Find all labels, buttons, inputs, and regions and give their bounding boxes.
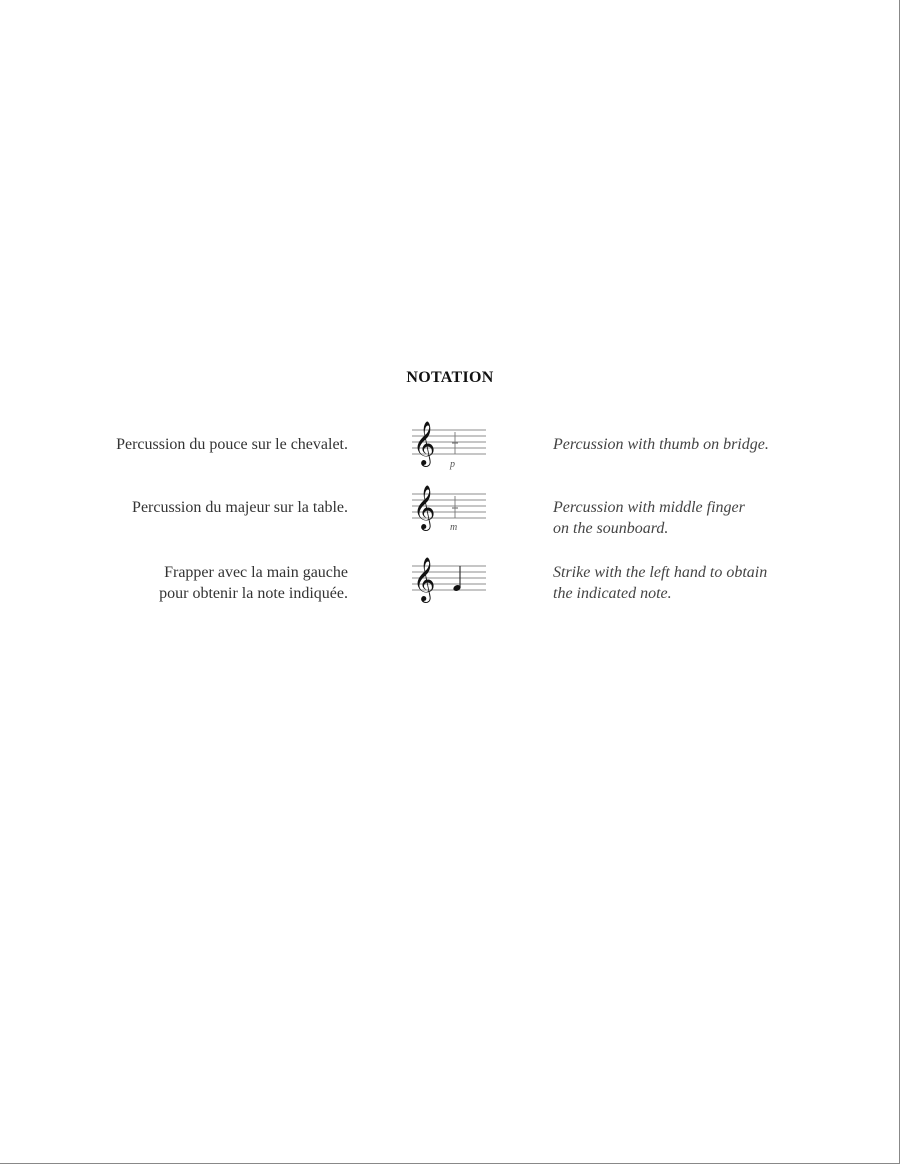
staff-symbol-thumb xyxy=(410,420,490,476)
english-line: Percussion with thumb on bridge. xyxy=(553,436,769,453)
english-description xyxy=(553,434,769,455)
fingering-mark: p xyxy=(450,459,455,470)
english-line: on the sounboard. xyxy=(553,520,669,537)
page-title: NOTATION xyxy=(406,369,494,386)
fingering-mark: m xyxy=(450,522,458,533)
french-line: pour obtenir la note indiquée. xyxy=(159,585,348,602)
french-line: Frapper avec la main gauche xyxy=(164,564,348,581)
french-line: Percussion du pouce sur le chevalet. xyxy=(116,436,348,453)
french-line: Percussion du majeur sur la table. xyxy=(132,499,348,516)
english-line: Strike with the left hand to obtain xyxy=(553,564,768,581)
french-description xyxy=(132,497,348,518)
treble-clef-icon: 𝄞 xyxy=(413,421,436,465)
staff-svg xyxy=(410,556,490,612)
treble-clef-icon: 𝄞 xyxy=(413,485,436,529)
english-line: the indicated note. xyxy=(553,585,672,602)
french-description xyxy=(159,562,348,604)
english-line: Percussion with middle finger xyxy=(553,499,745,516)
english-description xyxy=(553,562,767,604)
staff-svg xyxy=(410,484,490,540)
staff-symbol-left-hand xyxy=(410,556,490,612)
treble-clef-icon: 𝄞 xyxy=(413,557,436,601)
french-description xyxy=(116,434,348,455)
staff-symbol-middle-finger xyxy=(410,484,490,540)
english-description xyxy=(553,497,745,539)
staff-svg xyxy=(410,420,490,476)
